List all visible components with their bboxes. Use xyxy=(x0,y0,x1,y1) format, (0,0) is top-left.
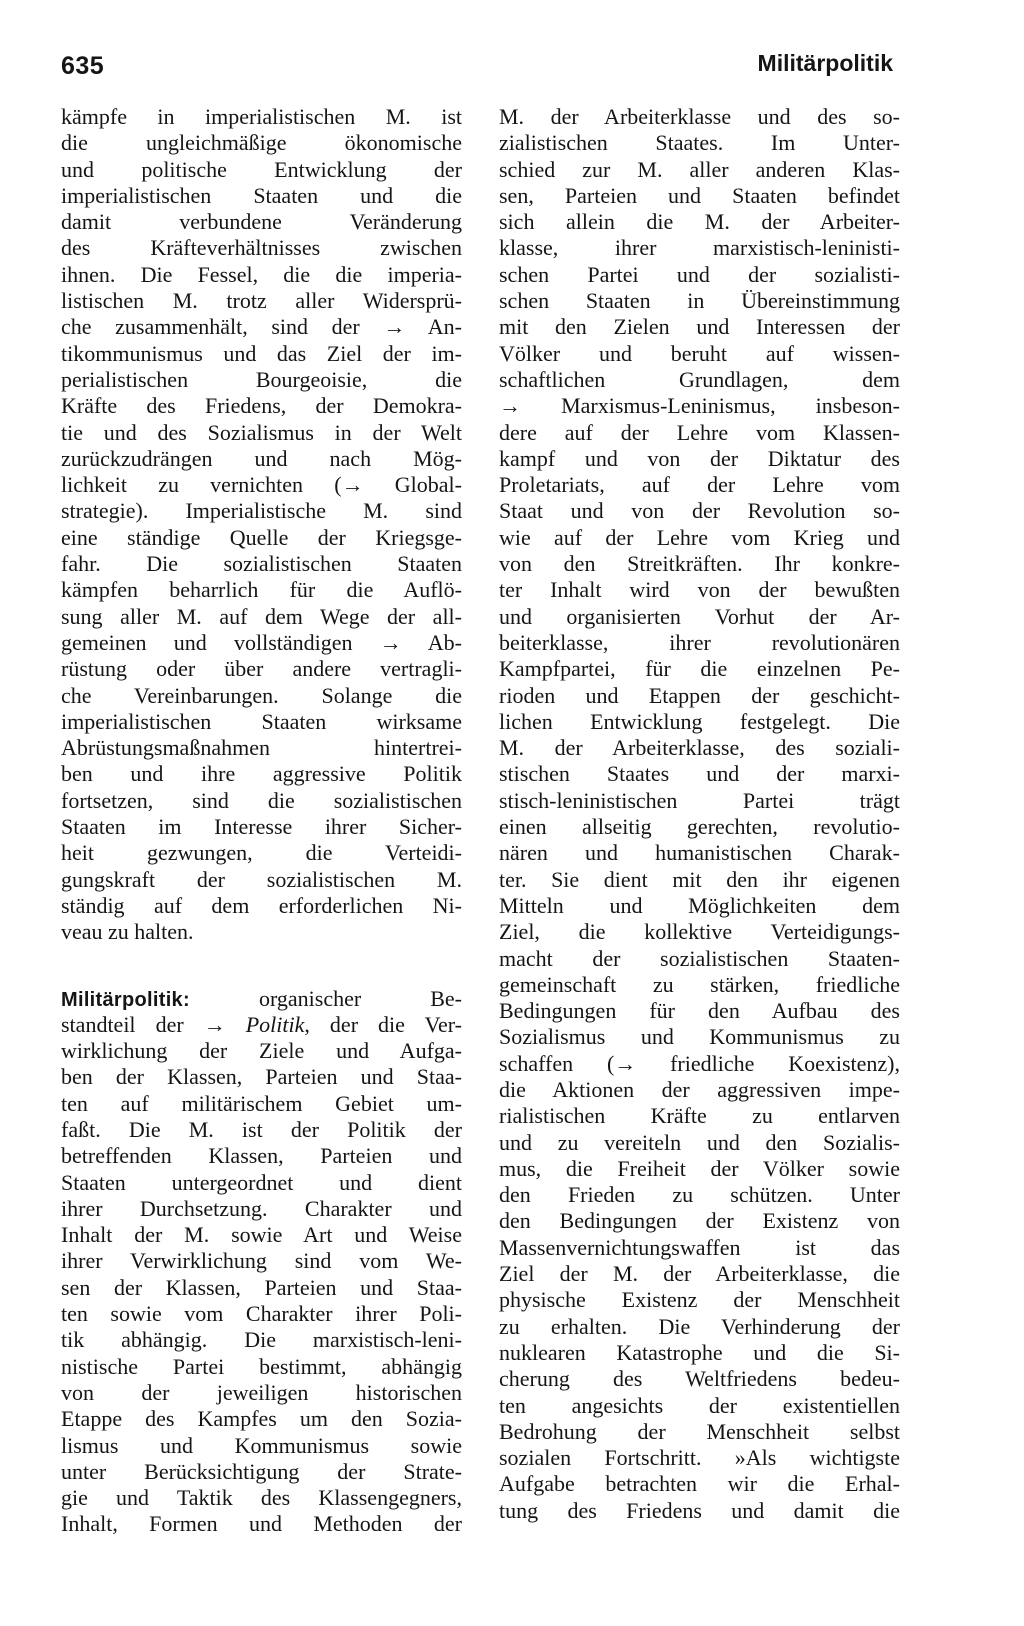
text-line: schaftlichen Grundlagen, dem xyxy=(499,366,900,392)
text-line: gemeinschaft zu stärken, friedliche xyxy=(499,971,900,997)
text-line: mus, die Freiheit der Völker sowie xyxy=(499,1155,900,1181)
left-column xyxy=(61,104,462,1538)
text-line: wie auf der Lehre vom Krieg und xyxy=(499,524,900,550)
entry-lemma: Militärpolitik: xyxy=(61,988,190,1011)
text-line: veau zu halten. xyxy=(61,919,194,945)
text-line: und organisierten Vorhut der Ar- xyxy=(499,603,900,629)
text-line: schaffen (→ friedliche Koexistenz), xyxy=(499,1050,900,1076)
text-line: von der jeweiligen historischen xyxy=(61,1379,462,1405)
text-line: Inhalt, Formen und Methoden der xyxy=(61,1511,462,1537)
text-line: Proletariats, auf der Lehre vom xyxy=(499,472,900,498)
text-line: che Vereinbarungen. Solange die xyxy=(61,682,462,708)
text-line: Inhalt der M. sowie Art und Weise xyxy=(61,1222,462,1248)
text-line: nären und humanistischen Charak- xyxy=(499,840,900,866)
text-line: schen Staaten in Übereinstimmung xyxy=(499,288,900,314)
entry-line-text: standteil der xyxy=(61,1011,204,1037)
text-line: zurückzudrängen und nach Mög- xyxy=(61,445,462,471)
text-line: klasse, ihrer marxistisch-leninisti- xyxy=(499,235,900,261)
text-line: und zu vereiteln und den Sozialis- xyxy=(499,1129,900,1155)
text-line: tung des Friedens und damit die xyxy=(499,1497,900,1523)
text-line: gungskraft der sozialistischen M. xyxy=(61,866,462,892)
text-line: fahr. Die sozialistischen Staaten xyxy=(61,551,462,577)
text-line: wirklichung der Ziele und Aufga- xyxy=(61,1038,462,1064)
text-line: Staaten untergeordnet und dient xyxy=(61,1169,462,1195)
text-line: gie und Taktik des Klassengegners, xyxy=(61,1485,462,1511)
text-line: nuklearen Katastrophe und die Si- xyxy=(499,1339,900,1365)
text-line: Abrüstungsmaßnahmen hintertrei- xyxy=(61,735,462,761)
text-line: sung aller M. auf dem Wege der all- xyxy=(61,603,462,629)
text-line: zialistischen Staates. Im Unter- xyxy=(499,130,900,156)
text-line: lismus und Kommunismus sowie xyxy=(61,1432,462,1458)
text-line: ter Inhalt wird von der bewußten xyxy=(499,577,900,603)
text-line: physische Existenz der Menschheit xyxy=(499,1287,900,1313)
text-line: kämpfen beharrlich für die Auflö- xyxy=(61,577,462,603)
text-line: Mitteln und Möglichkeiten dem xyxy=(499,892,900,918)
text-line: kampf und von der Diktatur des xyxy=(499,445,900,471)
text-line: ihrer Durchsetzung. Charakter und xyxy=(61,1195,462,1221)
text-line: ten auf militärischem Gebiet um- xyxy=(61,1090,462,1116)
text-line: stischen Staates und der marxi- xyxy=(499,761,900,787)
text-line: fortsetzen, sind die sozialistischen xyxy=(61,787,462,813)
text-line: tik abhängig. Die marxistisch-leni- xyxy=(61,1327,462,1353)
text-line: rüstung oder über andere vertragli- xyxy=(61,656,462,682)
text-line: betreffenden Klassen, Parteien und xyxy=(61,1143,462,1169)
cross-reference-politik[interactable]: → Politik xyxy=(203,1011,305,1037)
text-line: kämpfe in imperialistischen M. ist xyxy=(61,104,462,129)
text-line: Ziel der M. der Arbeiterklasse, die xyxy=(499,1261,900,1287)
text-line: ihnen. Die Fessel, die die imperia- xyxy=(61,261,462,287)
text-line: sen, Parteien und Staaten befindet xyxy=(499,182,900,208)
text-line: damit verbundene Veränderung xyxy=(61,209,462,235)
text-line: Massenvernichtungswaffen ist das xyxy=(499,1234,900,1260)
text-line: sozialen Fortschritt. »Als wichtigste xyxy=(499,1445,900,1471)
text-line: rialistischen Kräfte zu entlarven xyxy=(499,1103,900,1129)
text-line: Aufgabe betrachten wir die Erhal- xyxy=(499,1471,900,1497)
page-number: 635 xyxy=(61,52,105,80)
text-line: ihrer Verwirklichung sind vom We- xyxy=(61,1248,462,1274)
text-line: listischen M. trotz aller Widersprü- xyxy=(61,288,462,314)
text-line: M. der Arbeiterklasse und des so- xyxy=(499,104,900,129)
text-line: die Aktionen der aggressiven impe- xyxy=(499,1076,900,1102)
text-line: den Bedingungen der Existenz von xyxy=(499,1208,900,1234)
entry-first-line xyxy=(61,986,462,1012)
text-line: Ziel, die kollektive Verteidigungs- xyxy=(499,919,900,945)
text-line: lichkeit zu vernichten (→ Global- xyxy=(61,472,462,498)
text-line: M. der Arbeiterklasse, des soziali- xyxy=(499,735,900,761)
text-line: nistische Partei bestimmt, abhängig xyxy=(61,1353,462,1379)
text-line: strategie). Imperialistische M. sind xyxy=(61,498,462,524)
text-line: Bedingungen für den Aufbau des xyxy=(499,998,900,1024)
text-line: Kampfpartei, für die einzelnen Pe- xyxy=(499,656,900,682)
text-line: ständig auf dem erforderlichen Ni- xyxy=(61,892,462,918)
running-head: Militärpolitik xyxy=(757,50,893,76)
text-line: perialistischen Bourgeoisie, die xyxy=(61,366,462,392)
text-line: faßt. Die M. ist der Politik der xyxy=(61,1116,462,1142)
text-line: und politische Entwicklung der xyxy=(61,156,462,182)
text-line: die ungleichmäßige ökonomische xyxy=(61,130,462,156)
text-line: eine ständige Quelle der Kriegsge- xyxy=(61,524,462,550)
text-line: Staat und von der Revolution so- xyxy=(499,498,900,524)
text-line: beiterklasse, ihrer revolutionären xyxy=(499,629,900,655)
text-line: zu erhalten. Die Verhinderung der xyxy=(499,1313,900,1339)
text-line: ten angesichts der existentiellen xyxy=(499,1392,900,1418)
text-line: Bedrohung der Menschheit selbst xyxy=(499,1418,900,1444)
right-column xyxy=(499,104,900,1524)
text-line: schen Partei und der sozialisti- xyxy=(499,261,900,287)
entry-line-text: , der die Ver- xyxy=(304,1011,462,1037)
text-line: von den Streitkräften. Ihr konkre- xyxy=(499,551,900,577)
entry-second-line xyxy=(61,1012,462,1038)
text-line: Etappe des Kampfes um den Sozia- xyxy=(61,1406,462,1432)
text-line: den Frieden zu schützen. Unter xyxy=(499,1182,900,1208)
text-line: lichen Entwicklung festgelegt. Die xyxy=(499,708,900,734)
text-line: Staaten im Interesse ihrer Sicher- xyxy=(61,814,462,840)
entry-first-line-text: organischer Be- xyxy=(189,985,462,1011)
text-line: Völker und beruht auf wissen- xyxy=(499,340,900,366)
text-line: dere auf der Lehre vom Klassen- xyxy=(499,419,900,445)
text-line: mit den Zielen und Interessen der xyxy=(499,314,900,340)
text-line: unter Berücksichtigung der Strate- xyxy=(61,1458,462,1484)
text-line: macht der sozialistischen Staaten- xyxy=(499,945,900,971)
text-line: einen allseitig gerechten, revolutio- xyxy=(499,814,900,840)
text-line: → Marxismus-Leninismus, insbeson- xyxy=(499,393,900,419)
text-line: des Kräfteverhältnisses zwischen xyxy=(61,235,462,261)
text-line: tikommunismus und das Ziel der im- xyxy=(61,340,462,366)
text-line: imperialistischen Staaten und die xyxy=(61,182,462,208)
text-line: tie und des Sozialismus in der Welt xyxy=(61,419,462,445)
text-line: rioden und Etappen der geschicht- xyxy=(499,682,900,708)
text-line: heit gezwungen, die Verteidi- xyxy=(61,840,462,866)
text-line: ter. Sie dient mit den ihr eigenen xyxy=(499,866,900,892)
text-line: sen der Klassen, Parteien und Staa- xyxy=(61,1274,462,1300)
text-line: schied zur M. aller anderen Klas- xyxy=(499,156,900,182)
text-line: cherung des Weltfriedens bedeu- xyxy=(499,1366,900,1392)
text-line: imperialistischen Staaten wirksame xyxy=(61,708,462,734)
text-line: stisch-leninistischen Partei trägt xyxy=(499,787,900,813)
text-line: gemeinen und vollständigen → Ab- xyxy=(61,629,462,655)
text-line: Sozialismus und Kommunismus zu xyxy=(499,1024,900,1050)
text-line: ben und ihre aggressive Politik xyxy=(61,761,462,787)
text-line: sich allein die M. der Arbeiter- xyxy=(499,209,900,235)
text-line: Kräfte des Friedens, der Demokra- xyxy=(61,393,462,419)
paragraph-gap xyxy=(61,946,462,986)
text-line: ben der Klassen, Parteien und Staa- xyxy=(61,1064,462,1090)
text-line: ten sowie vom Charakter ihrer Poli- xyxy=(61,1301,462,1327)
text-line: che zusammenhält, sind der → An- xyxy=(61,314,462,340)
